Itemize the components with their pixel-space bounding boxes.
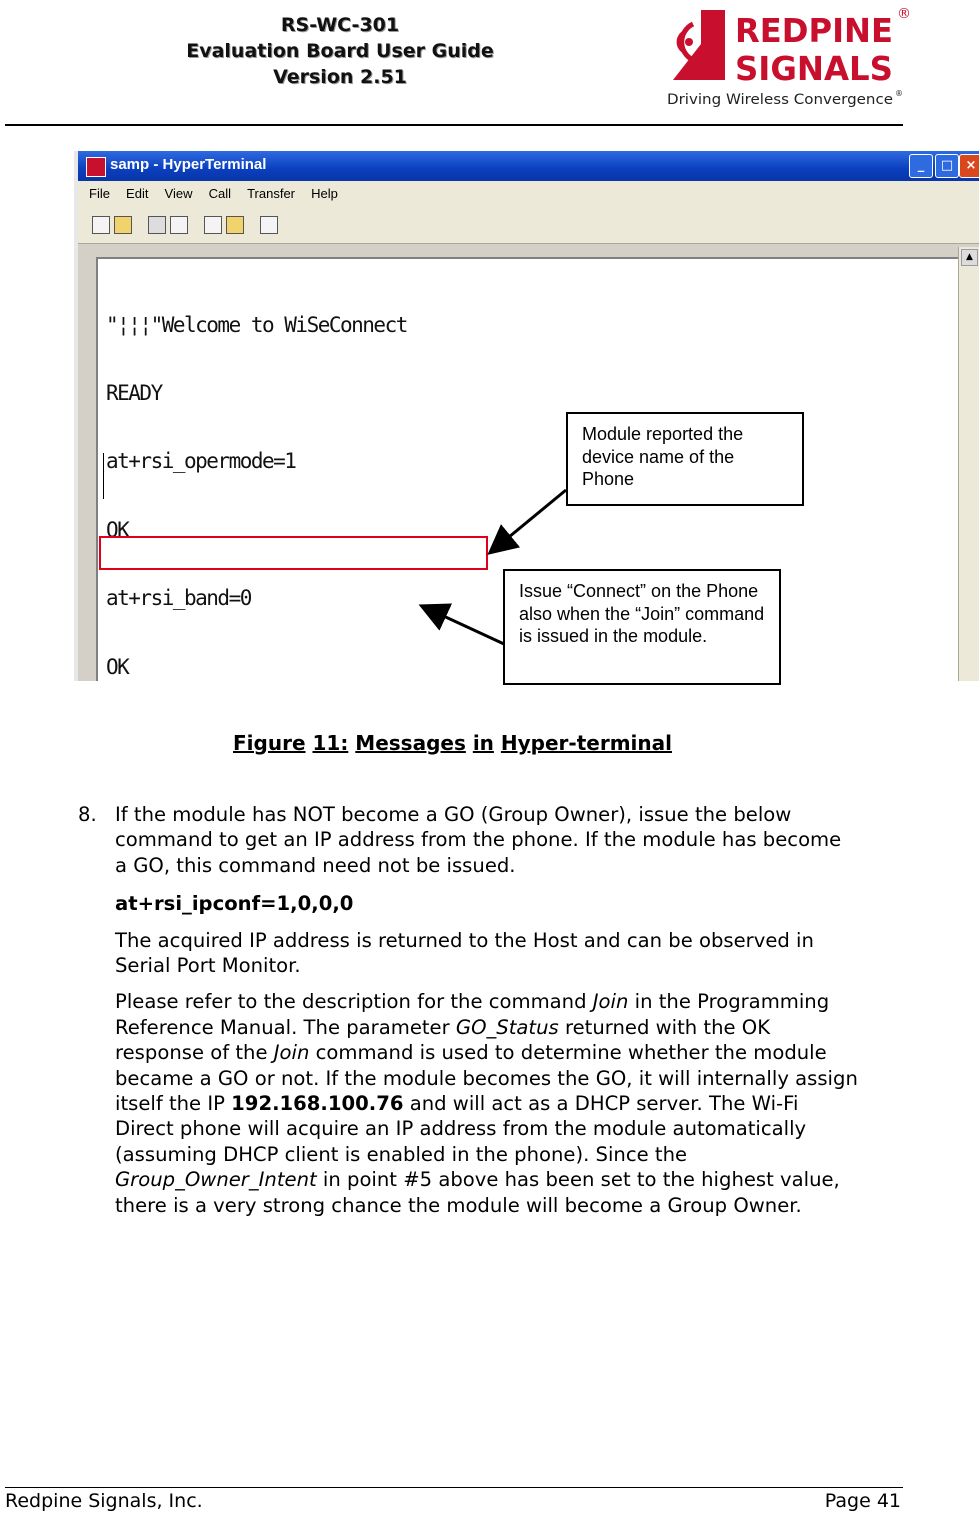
- menu-help[interactable]: Help: [311, 186, 338, 201]
- window-titlebar: [78, 151, 979, 181]
- logo-reg: ®: [897, 6, 911, 22]
- terminal-line: "¦¦¦"Welcome to WiSeConnect: [106, 312, 407, 337]
- ipconf-command: at+rsi_ipconf=1,0,0,0: [115, 892, 354, 916]
- menu-view[interactable]: View: [164, 186, 193, 201]
- terminal-line: at+rsi_opermode=1: [106, 449, 296, 474]
- page-number: Page 41: [824, 1490, 901, 1512]
- wireless-signal-icon: [673, 10, 725, 80]
- send-icon[interactable]: [204, 216, 222, 234]
- ip-address: 192.168.100.76: [231, 1092, 404, 1116]
- logo-line2: SIGNALS: [735, 49, 893, 88]
- disconnect-icon[interactable]: [170, 216, 188, 234]
- text-run: Please refer to the description for the command: [115, 990, 593, 1014]
- logo-tagline: Driving Wireless Convergence: [667, 92, 893, 108]
- terminal-line: OK: [106, 654, 129, 679]
- doc-id: RS-WC-301: [280, 14, 400, 36]
- redpine-logo: [665, 4, 913, 108]
- footer-rule: [5, 1487, 903, 1488]
- text-run: in the Programming Reference Manual. The parameter: [115, 990, 830, 1039]
- toolbar: [78, 207, 979, 244]
- menu-edit[interactable]: Edit: [126, 186, 149, 201]
- terminal-line: OK: [106, 517, 129, 542]
- step-8: [78, 802, 858, 1218]
- text-run: Join: [592, 990, 629, 1014]
- open-folder-icon[interactable]: [114, 216, 132, 234]
- app-icon: [86, 157, 106, 177]
- caption-word: Hyper-terminal: [500, 731, 672, 755]
- doc-title: Evaluation Board User Guide: [186, 40, 494, 62]
- step-number: 8.: [78, 803, 97, 826]
- doc-version: Version 2.51: [273, 66, 407, 88]
- receive-icon[interactable]: [226, 216, 244, 234]
- ip-note: The acquired IP address is returned to the Host and can be observed in Serial Port Monitor.: [115, 928, 814, 978]
- menu-call[interactable]: Call: [208, 186, 231, 201]
- join-description: [115, 989, 858, 1218]
- document-header: [130, 12, 550, 90]
- caption-word: in: [472, 731, 494, 755]
- caption-word: Figure: [233, 731, 306, 755]
- menu-file[interactable]: File: [89, 186, 110, 201]
- logo-tagline-reg: ®: [895, 89, 903, 98]
- menu-transfer[interactable]: Transfer: [247, 186, 296, 201]
- menu-bar: [78, 181, 979, 207]
- text-run: and will act as a DHCP server. The Wi-Fi Direct phone will acquire an IP address from the module automatically (assuming DHCP client is enabled in the phone). Since the: [115, 1092, 807, 1166]
- scroll-up-arrow-icon[interactable]: ▲: [961, 249, 978, 266]
- phone-icon[interactable]: [148, 216, 166, 234]
- text-run: returned with the OK response of the: [115, 1015, 771, 1065]
- step-intro: If the module has NOT become a GO (Group Owner), issue the below command to get an IP address from the phone. If the module has become a GO, this command need not be issued.: [115, 803, 842, 877]
- terminal-margin-mark: [103, 453, 104, 499]
- properties-icon[interactable]: [260, 216, 278, 234]
- text-run: Join: [273, 1041, 310, 1065]
- text-run: in point #5 above has been set to the highest value, there is a very strong chance the module will become a Group Owner.: [115, 1168, 840, 1217]
- vertical-scrollbar[interactable]: [958, 247, 979, 681]
- text-run: Group_Owner_Intent: [115, 1168, 317, 1192]
- close-button[interactable]: ×: [959, 154, 979, 178]
- caption-word: 11:: [312, 731, 349, 755]
- new-file-icon[interactable]: [92, 216, 110, 234]
- highlight-box: [99, 536, 488, 570]
- terminal-line: at+rsi_band=0: [106, 586, 251, 611]
- text-run: GO_Status: [455, 1015, 559, 1039]
- terminal-output: [106, 268, 552, 681]
- logo-line1: REDPINE: [735, 11, 893, 50]
- text-run: command is used to determine whether the module became a GO or not. If the module becomes the GO, it will internally assign itself the IP: [115, 1041, 858, 1116]
- footer-company: Redpine Signals, Inc.: [5, 1490, 203, 1512]
- figure-caption: [0, 731, 905, 755]
- header-rule: [5, 124, 903, 126]
- caption-word: Messages: [355, 731, 466, 755]
- callout-device-name: Module reported the device name of the Phone: [566, 412, 804, 506]
- maximize-button[interactable]: □: [935, 154, 959, 178]
- callout-connect: Issue “Connect” on the Phone also when the “Join” command is issued in the module.: [503, 569, 781, 685]
- terminal-line: READY: [106, 380, 162, 405]
- window-title: samp - HyperTerminal: [110, 156, 267, 173]
- minimize-button[interactable]: _: [909, 154, 933, 178]
